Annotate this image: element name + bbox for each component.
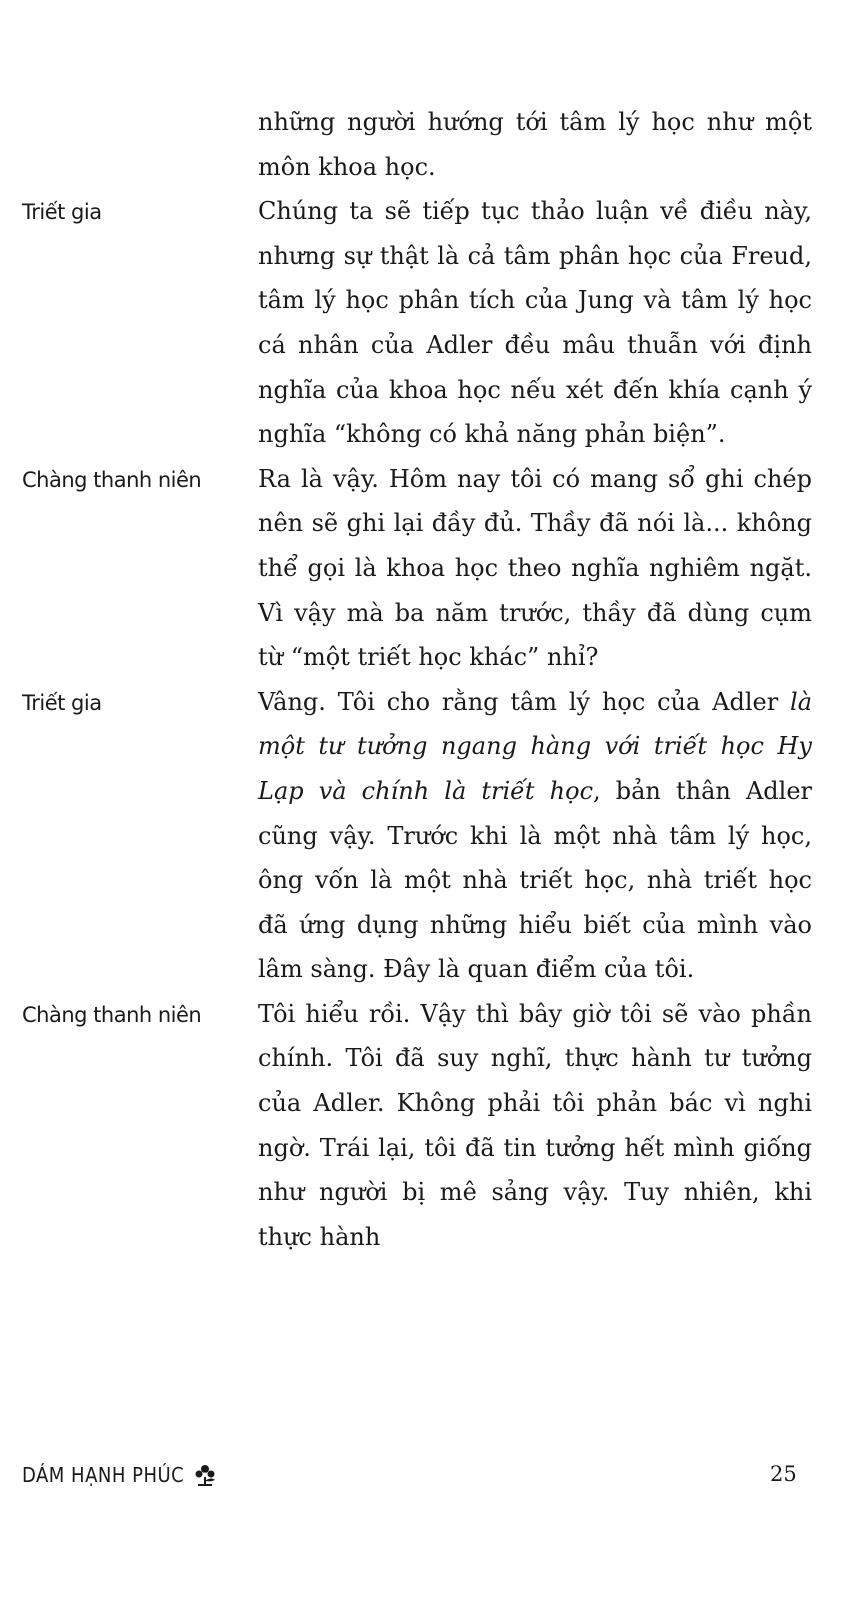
book-title: DÁM HẠNH PHÚC <box>22 1463 185 1487</box>
flower-ornament-icon <box>192 1462 218 1488</box>
speech-text-regular: Vâng. Tôi cho rằng tâm lý học của Adler <box>258 687 791 716</box>
dialogue-entry <box>22 992 812 1260</box>
dialogue-entry <box>22 189 812 457</box>
dialogue-entry <box>22 457 812 680</box>
speech-text <box>258 680 812 992</box>
dialogue-entry <box>22 680 812 992</box>
dialogue-entry <box>22 100 812 189</box>
speech-text-regular: , bản thân Adler cũng vậy. Trước khi là một nhà tâm lý học, ông vốn là một nhà triết học, nhà triết học đã ứng dụng những hiểu biết của mình vào lâm sàng. Đây là quan điểm của tôi. <box>258 776 812 984</box>
speech-text: những người hướng tới tâm lý học như một môn khoa học. <box>258 108 812 181</box>
page-number: 25 <box>770 1462 797 1486</box>
speech-text: Ra là vậy. Hôm nay tôi có mang sổ ghi chép nên sẽ ghi lại đầy đủ. Thầy đã nói là... không thể gọi là khoa học theo nghĩa nghiêm ngặt. Vì vậy mà ba năm trước, thầy đã dùng cụm từ “một triết học khác” nhỉ? <box>258 464 812 672</box>
speaker-label: Triết gia <box>22 200 102 225</box>
speaker-label: Chàng thanh niên <box>22 1002 202 1027</box>
running-footer <box>22 1462 218 1488</box>
speech-text: Tôi hiểu rồi. Vậy thì bây giờ tôi sẽ vào phần chính. Tôi đã suy nghĩ, thực hành tư tưởng của Adler. Không phải tôi phản bác vì nghi ngờ. Trái lại, tôi đã tin tưởng hết mình giống như người bị mê sảng vậy. Tuy nhiên, khi thực hành <box>258 999 812 1251</box>
speech-text: Chúng ta sẽ tiếp tục thảo luận về điều này, nhưng sự thật là cả tâm phân học của Freud, tâm lý học phân tích của Jung và tâm lý học cá nhân của Adler đều mâu thuẫn với định nghĩa của khoa học nếu xét đến khía cạnh ý nghĩa “không có khả năng phản biện”. <box>258 197 812 449</box>
dialogue-body <box>22 100 812 1259</box>
speaker-label: Triết gia <box>22 690 102 715</box>
speaker-label: Chàng thanh niên <box>22 467 202 492</box>
speaker-label <box>22 100 258 101</box>
speech-text-italic: là một tư tưởng ngang hàng với triết học Hy Lạp và chính là triết học <box>258 687 812 805</box>
